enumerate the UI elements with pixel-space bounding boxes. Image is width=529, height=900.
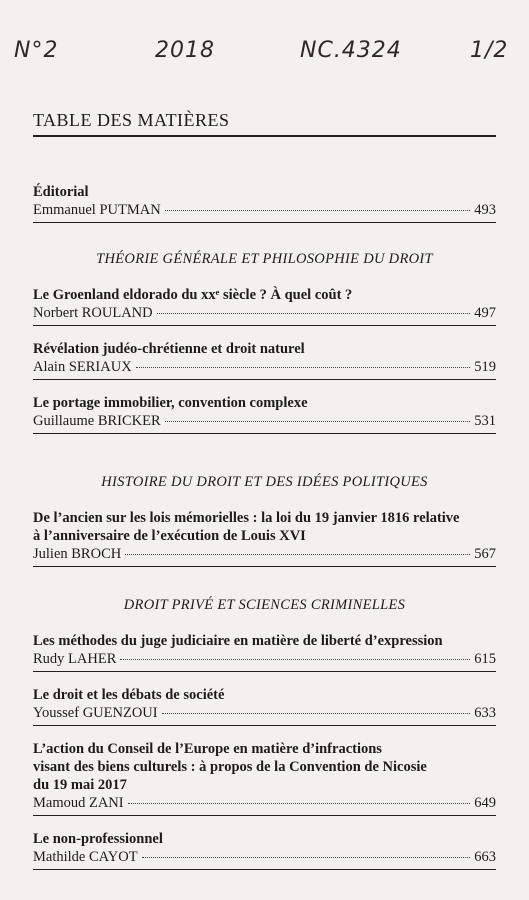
toc-entry (33, 686, 496, 726)
entry-author: Mathilde CAYOT (33, 849, 138, 865)
section-heading-histoire: HISTOIRE DU DROIT ET DES IDÉES POLITIQUES (101, 474, 428, 490)
entry-title: Le Groenland eldorado du xxᵉ siècle ? À quel coût ? (33, 287, 353, 303)
entry-leader (33, 848, 496, 870)
entry-title-line-2: à l’anniversaire de l’exécution de Louis XVI (33, 528, 306, 544)
entry-title-line-2: visant des biens culturels : à propos de la Convention de Nicosie (33, 759, 427, 775)
dot-leader (162, 713, 471, 714)
dot-leader (142, 857, 471, 858)
entry-leader (33, 304, 496, 326)
entry-title: Les méthodes du juge judiciaire en matière de liberté d’expression (33, 633, 443, 649)
entry-author: Norbert ROULAND (33, 305, 153, 321)
entry-page: 497 (474, 305, 496, 321)
toc-entry-editorial (33, 183, 496, 223)
entry-author: Alain SERIAUX (33, 359, 132, 375)
entry-leader (33, 650, 496, 672)
entry-title: Révélation judéo-chrétienne et droit naturel (33, 341, 305, 357)
entry-title: Le non-professionnel (33, 831, 163, 847)
entry-title-line-3: du 19 mai 2017 (33, 777, 127, 793)
dot-leader (136, 367, 471, 368)
entry-page: 531 (474, 413, 496, 429)
entry-page: 663 (474, 849, 496, 865)
toc-title: TABLE DES MATIÈRES (33, 110, 496, 137)
entry-leader (33, 201, 496, 223)
entry-leader (33, 545, 496, 567)
toc-entry (33, 632, 496, 672)
dot-leader (120, 659, 470, 660)
entry-leader (33, 704, 496, 726)
entry-leader (33, 412, 496, 434)
dot-leader (157, 313, 471, 314)
dot-leader (128, 803, 471, 804)
table-of-contents (33, 110, 496, 870)
entry-title: L’action du Conseil de l’Europe en matière d’infractions (33, 741, 382, 757)
toc-entry (33, 830, 496, 870)
toc-entry (33, 340, 496, 380)
entry-page: 649 (474, 795, 496, 811)
entry-author: Mamoud ZANI (33, 795, 124, 811)
entry-page: 519 (474, 359, 496, 375)
entry-page: 493 (474, 202, 496, 218)
section-heading-theorie: THÉORIE GÉNÉRALE ET PHILOSOPHIE DU DROIT (96, 251, 433, 267)
entry-title: De l’ancien sur les lois mémorielles : la loi du 19 janvier 1816 relative (33, 510, 460, 526)
toc-entry (33, 394, 496, 434)
toc-entry (33, 509, 496, 567)
handwritten-issue: N°2 (14, 38, 59, 63)
entry-title: Le droit et les débats de société (33, 687, 225, 703)
dot-leader (165, 210, 471, 211)
handwritten-annotations (0, 38, 529, 78)
dot-leader (165, 421, 471, 422)
entry-page: 633 (474, 705, 496, 721)
entry-page: 567 (474, 546, 496, 562)
section-heading-droit-prive: DROIT PRIVÉ ET SCIENCES CRIMINELLES (123, 597, 406, 613)
toc-entry (33, 740, 496, 816)
handwritten-year: 2018 (155, 38, 215, 63)
entry-leader (33, 358, 496, 380)
toc-entry (33, 286, 496, 326)
handwritten-part: 1/2 (470, 38, 509, 63)
entry-author: Guillaume BRICKER (33, 413, 161, 429)
dot-leader (125, 554, 470, 555)
entry-leader (33, 794, 496, 816)
entry-title: Éditorial (33, 184, 89, 200)
entry-author: Rudy LAHER (33, 651, 117, 667)
entry-author: Emmanuel PUTMAN (33, 202, 161, 218)
entry-author: Youssef GUENZOUI (33, 705, 158, 721)
handwritten-code: NC.4324 (300, 38, 402, 63)
entry-author: Julien BROCH (33, 546, 122, 562)
entry-page: 615 (474, 651, 496, 667)
entry-title: Le portage immobilier, convention complexe (33, 395, 308, 411)
